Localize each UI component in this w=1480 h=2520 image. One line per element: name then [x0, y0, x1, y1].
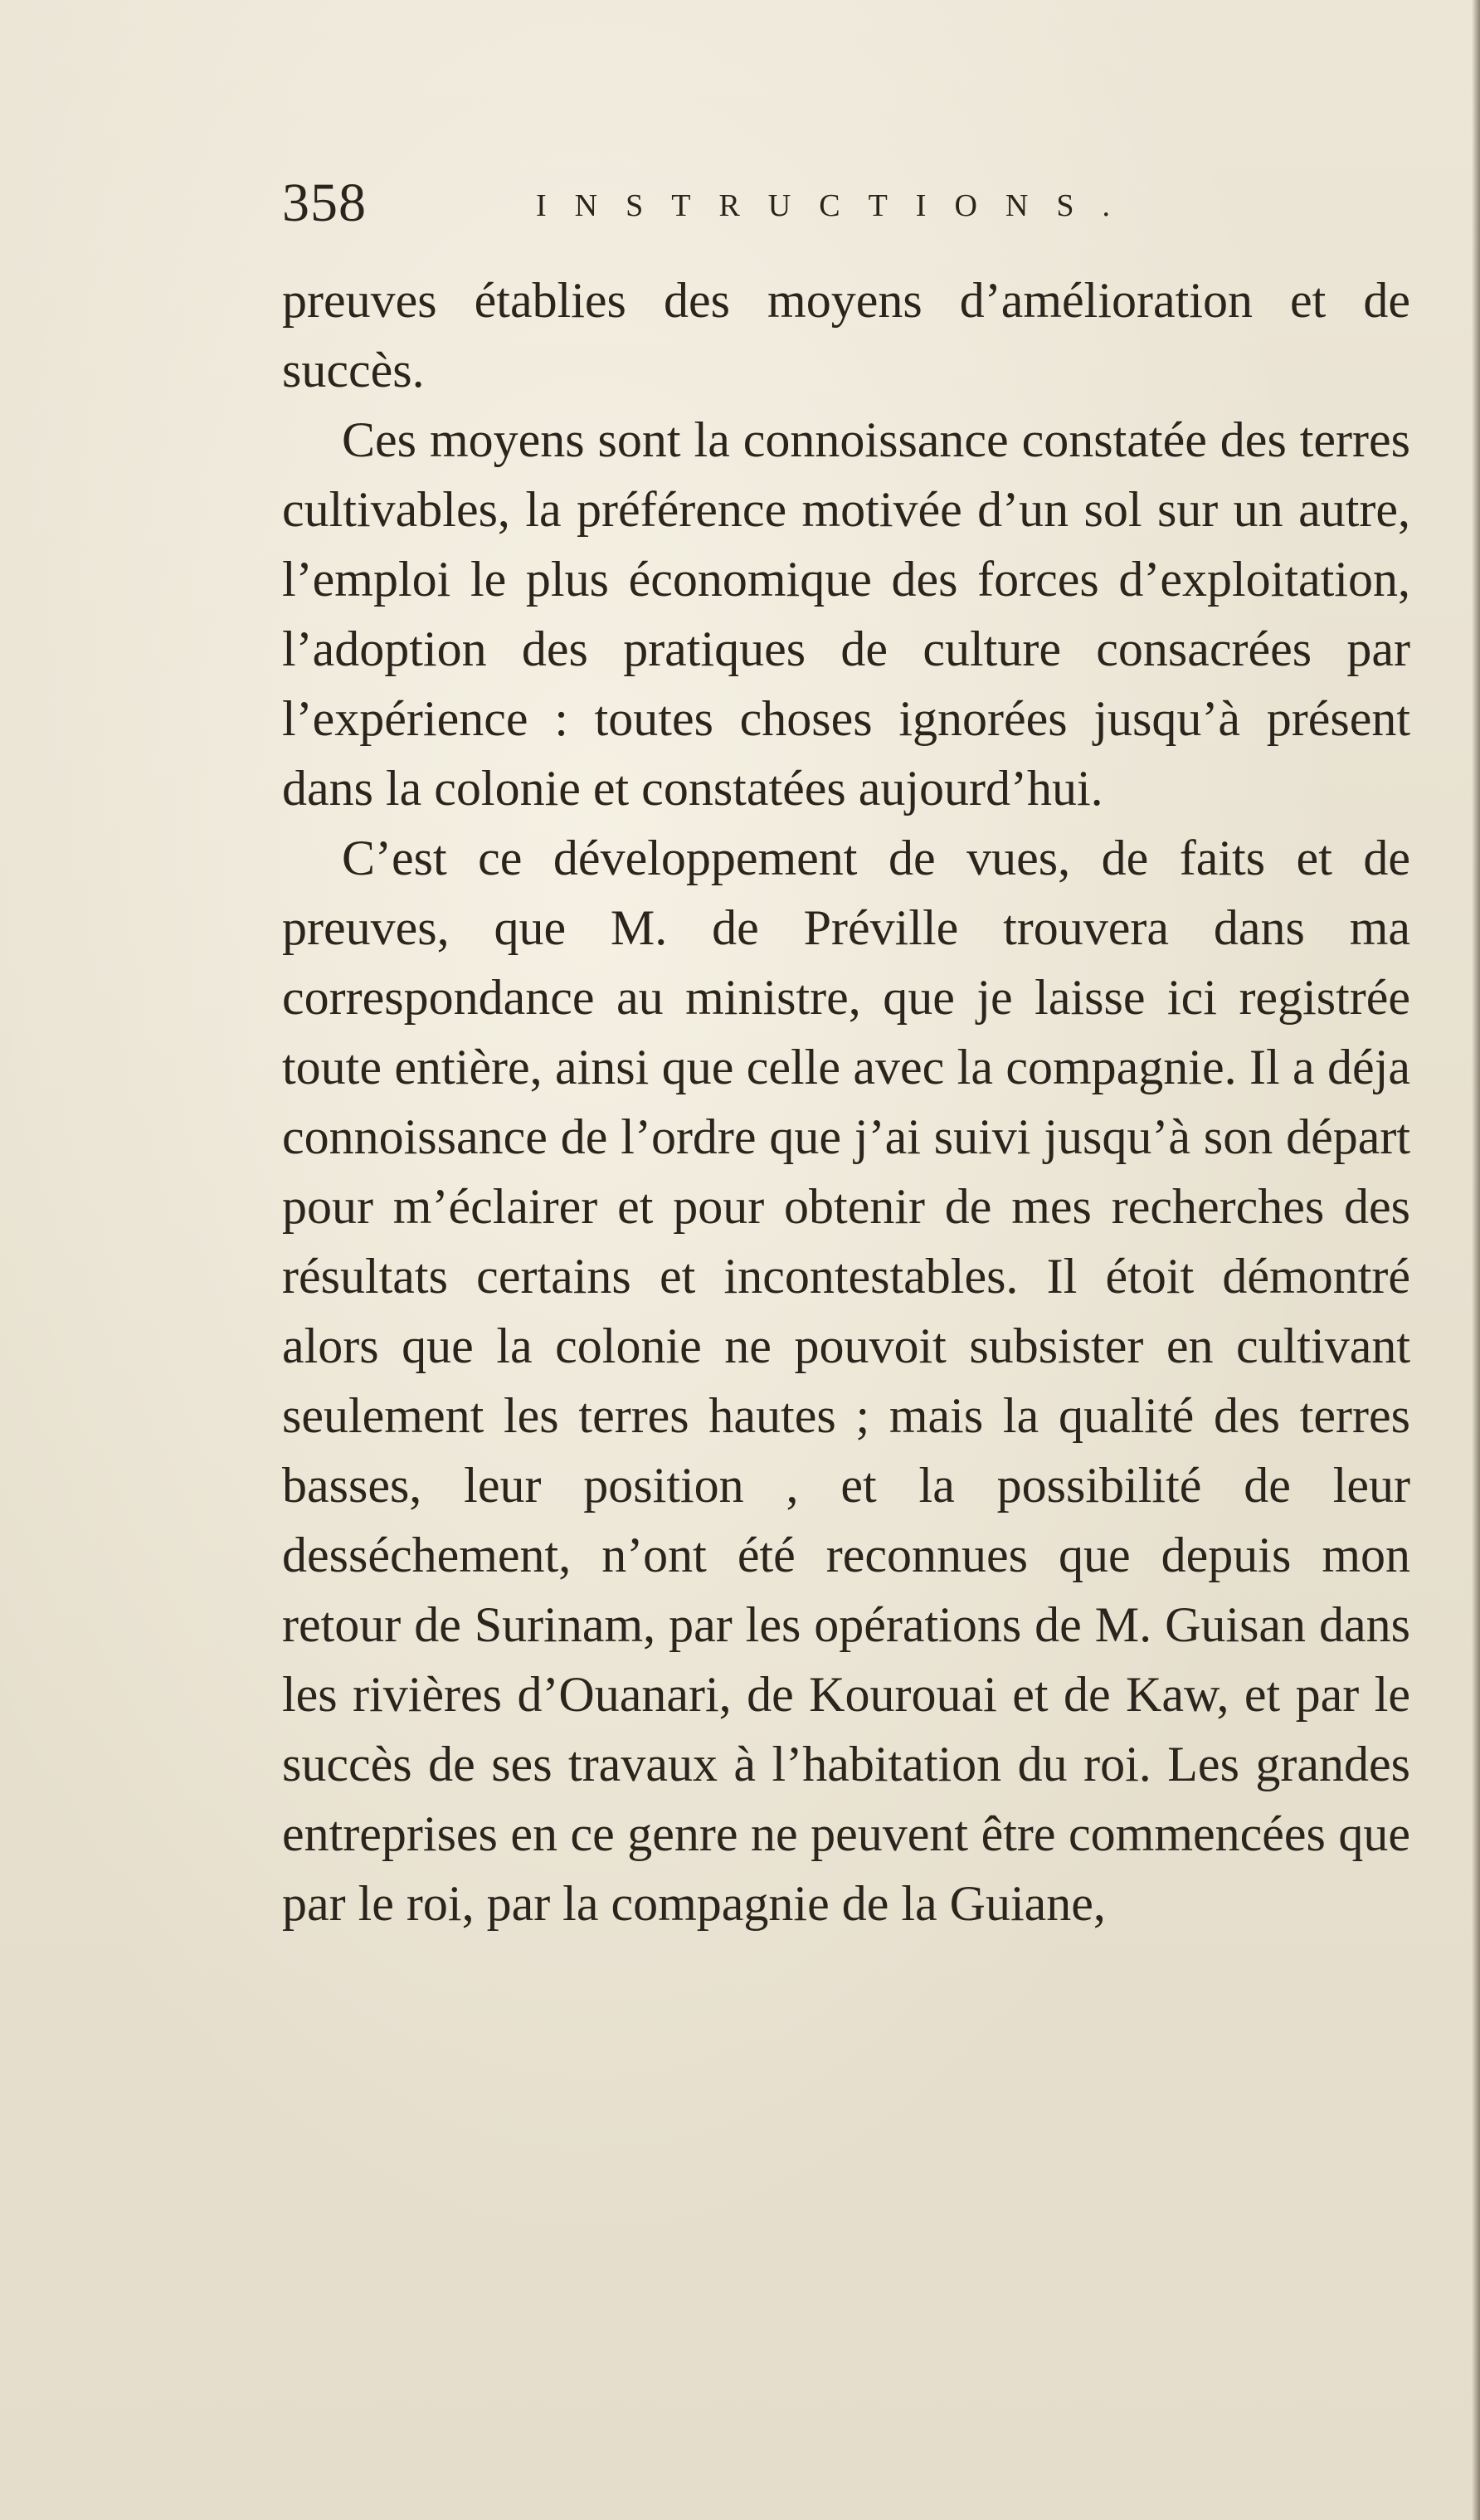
body-text — [282, 266, 1410, 1938]
page-number: 358 — [282, 173, 367, 233]
paragraph: Ces moyens sont la connoissance constatée des terres cultivables, la préférence motivée d’un sol sur un autre, l’emploi le plus économique des forces d’exploitation, l’adoption des pratiques de culture consacrées par l’expérience : toutes choses ignorées jusqu’à présent dans la colonie et constatées aujourd’hui. — [282, 412, 1410, 816]
running-head-title: INSTRUCTIONS. — [536, 188, 1138, 223]
running-head — [282, 170, 1410, 236]
paragraph: C’est ce développement de vues, de faits et de preuves, que M. de Préville trouvera dans ma correspondance au ministre, que je laisse ici registrée toute entière, ainsi que celle avec la compagnie. Il a déja connoissance de l’ordre que j’ai suivi jusqu’à son départ pour m’éclairer et pour obtenir de mes recherches des résultats certains et incontestables. Il étoit démontré alors que la colonie ne pouvoit subsister en cultivant seulement les terres hautes ; mais la qualité des terres basses, leur position , et la possibilité de leur desséchement, n’ont été reconnues que depuis mon retour de Surinam, par les opérations de M. Guisan dans les rivières d’Ouanari, de Kourouai et de Kaw, et par le succès de ses travaux à l’habitation du roi. Les grandes entreprises en ce genre ne peuvent être commencées que par le roi, par la compagnie de la Guiane, — [282, 831, 1410, 1931]
paragraph-continued: preuves établies des moyens d’amélioration et de succès. — [282, 273, 1410, 397]
